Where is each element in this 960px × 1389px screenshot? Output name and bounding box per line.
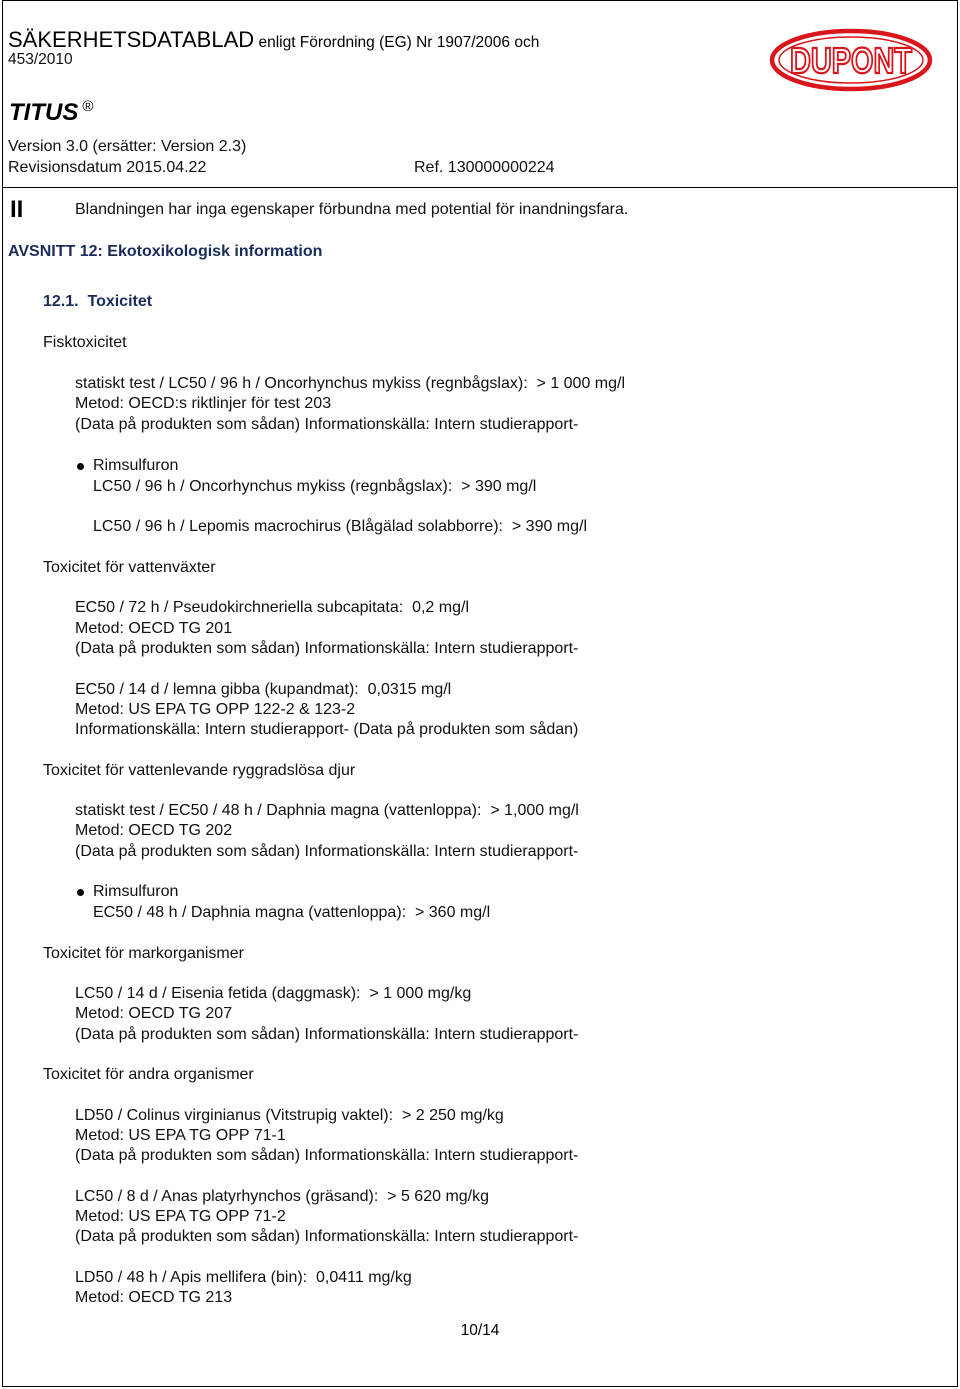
registered-mark: ® (82, 98, 94, 115)
group-heading-fish: Fisktoxicitet (43, 334, 127, 351)
component-line: LC50 / 96 h / Oncorhynchus mykiss (regnbågslax): > 390 mg/l (93, 478, 537, 495)
group-heading-other-organisms: Toxicitet för andra organismer (43, 1066, 254, 1083)
entry-line: EC50 / 14 d / lemna gibba (kupandmat): 0,0315 mg/l (75, 681, 452, 698)
entry-line: (Data på produkten som sådan) Informationskälla: Intern studierapport- (75, 1026, 579, 1043)
entry-line: Metod: OECD TG 201 (75, 620, 233, 637)
bullet-icon (77, 463, 84, 470)
document-title (8, 26, 539, 54)
regulation-reference: enligt Förordning (EG) Nr 1907/2006 och (254, 34, 540, 51)
component-name: Rimsulfuron (93, 883, 179, 900)
dupont-logo (768, 28, 934, 92)
entry-line: Informationskälla: Intern studierapport- (Data på produkten som sådan) (75, 721, 579, 738)
group-heading-soil-organisms: Toxicitet för markorganismer (43, 945, 244, 962)
header-divider (2, 187, 958, 188)
revision-note-text: Blandningen har inga egenskaper förbundna med potential för inandningsfara. (75, 201, 629, 218)
entry-line: EC50 / 72 h / Pseudokirchneriella subcapitata: 0,2 mg/l (75, 599, 469, 616)
product-name (9, 98, 94, 128)
component-name: Rimsulfuron (93, 457, 179, 474)
entry-line: (Data på produkten som sådan) Informationskälla: Intern studierapport- (75, 1147, 579, 1164)
logo-wordmark: DUPONT (790, 40, 913, 81)
entry-line: (Data på produkten som sådan) Informationskälla: Intern studierapport- (75, 1228, 579, 1245)
component-line: LC50 / 96 h / Lepomis macrochirus (Blågälad solabborre): > 390 mg/l (93, 518, 588, 535)
entry-line: (Data på produkten som sådan) Informationskälla: Intern studierapport- (75, 640, 579, 657)
bullet-icon (77, 889, 84, 896)
entry-line: Metod: OECD TG 213 (75, 1289, 233, 1306)
page-number: 10/14 (460, 1322, 500, 1339)
entry-line: Metod: US EPA TG OPP 122-2 & 123-2 (75, 701, 356, 718)
entry-line: LD50 / Colinus virginianus (Vitstrupig vaktel): > 2 250 mg/kg (75, 1107, 504, 1124)
regulation-reference-cont: 453/2010 (8, 51, 73, 68)
entry-line: (Data på produkten som sådan) Informationskälla: Intern studierapport- (75, 416, 579, 433)
entry-line: (Data på produkten som sådan) Informationskälla: Intern studierapport- (75, 843, 579, 860)
entry-line: Metod: OECD:s riktlinjer för test 203 (75, 395, 332, 412)
group-heading-invertebrates: Toxicitet för vattenlevande ryggradslösa djur (43, 762, 356, 779)
entry-line: Metod: OECD TG 207 (75, 1005, 233, 1022)
entry-line: statiskt test / EC50 / 48 h / Daphnia magna (vattenloppa): > 1,000 mg/l (75, 802, 579, 819)
revision-marker: II (10, 196, 24, 223)
entry-line: Metod: US EPA TG OPP 71-1 (75, 1127, 286, 1144)
version-info: Version 3.0 (ersätter: Version 2.3) (8, 138, 247, 155)
component-line: EC50 / 48 h / Daphnia magna (vattenloppa): > 360 mg/l (93, 904, 491, 921)
entry-line: LC50 / 8 d / Anas platyrhynchos (gräsand): > 5 620 mg/kg (75, 1188, 490, 1205)
entry-line: LC50 / 14 d / Eisenia fetida (daggmask): > 1 000 mg/kg (75, 985, 472, 1002)
subsection-title: 12.1. Toxicitet (43, 293, 153, 310)
section-title: AVSNITT 12: Ekotoxikologisk information (8, 243, 323, 260)
document-title-main: SÄKERHETSDATABLAD (8, 27, 255, 52)
group-heading-aquatic-plants: Toxicitet för vattenväxter (43, 559, 216, 576)
entry-line: Metod: OECD TG 202 (75, 822, 233, 839)
product-name-text: TITUS (9, 99, 79, 126)
reference-number: Ref. 130000000224 (414, 159, 555, 176)
entry-line: LD50 / 48 h / Apis mellifera (bin): 0,0411 mg/kg (75, 1269, 412, 1286)
entry-line: Metod: US EPA TG OPP 71-2 (75, 1208, 286, 1225)
entry-line: statiskt test / LC50 / 96 h / Oncorhynchus mykiss (regnbågslax): > 1 000 mg/l (75, 375, 626, 392)
revision-date: Revisionsdatum 2015.04.22 (8, 159, 207, 176)
